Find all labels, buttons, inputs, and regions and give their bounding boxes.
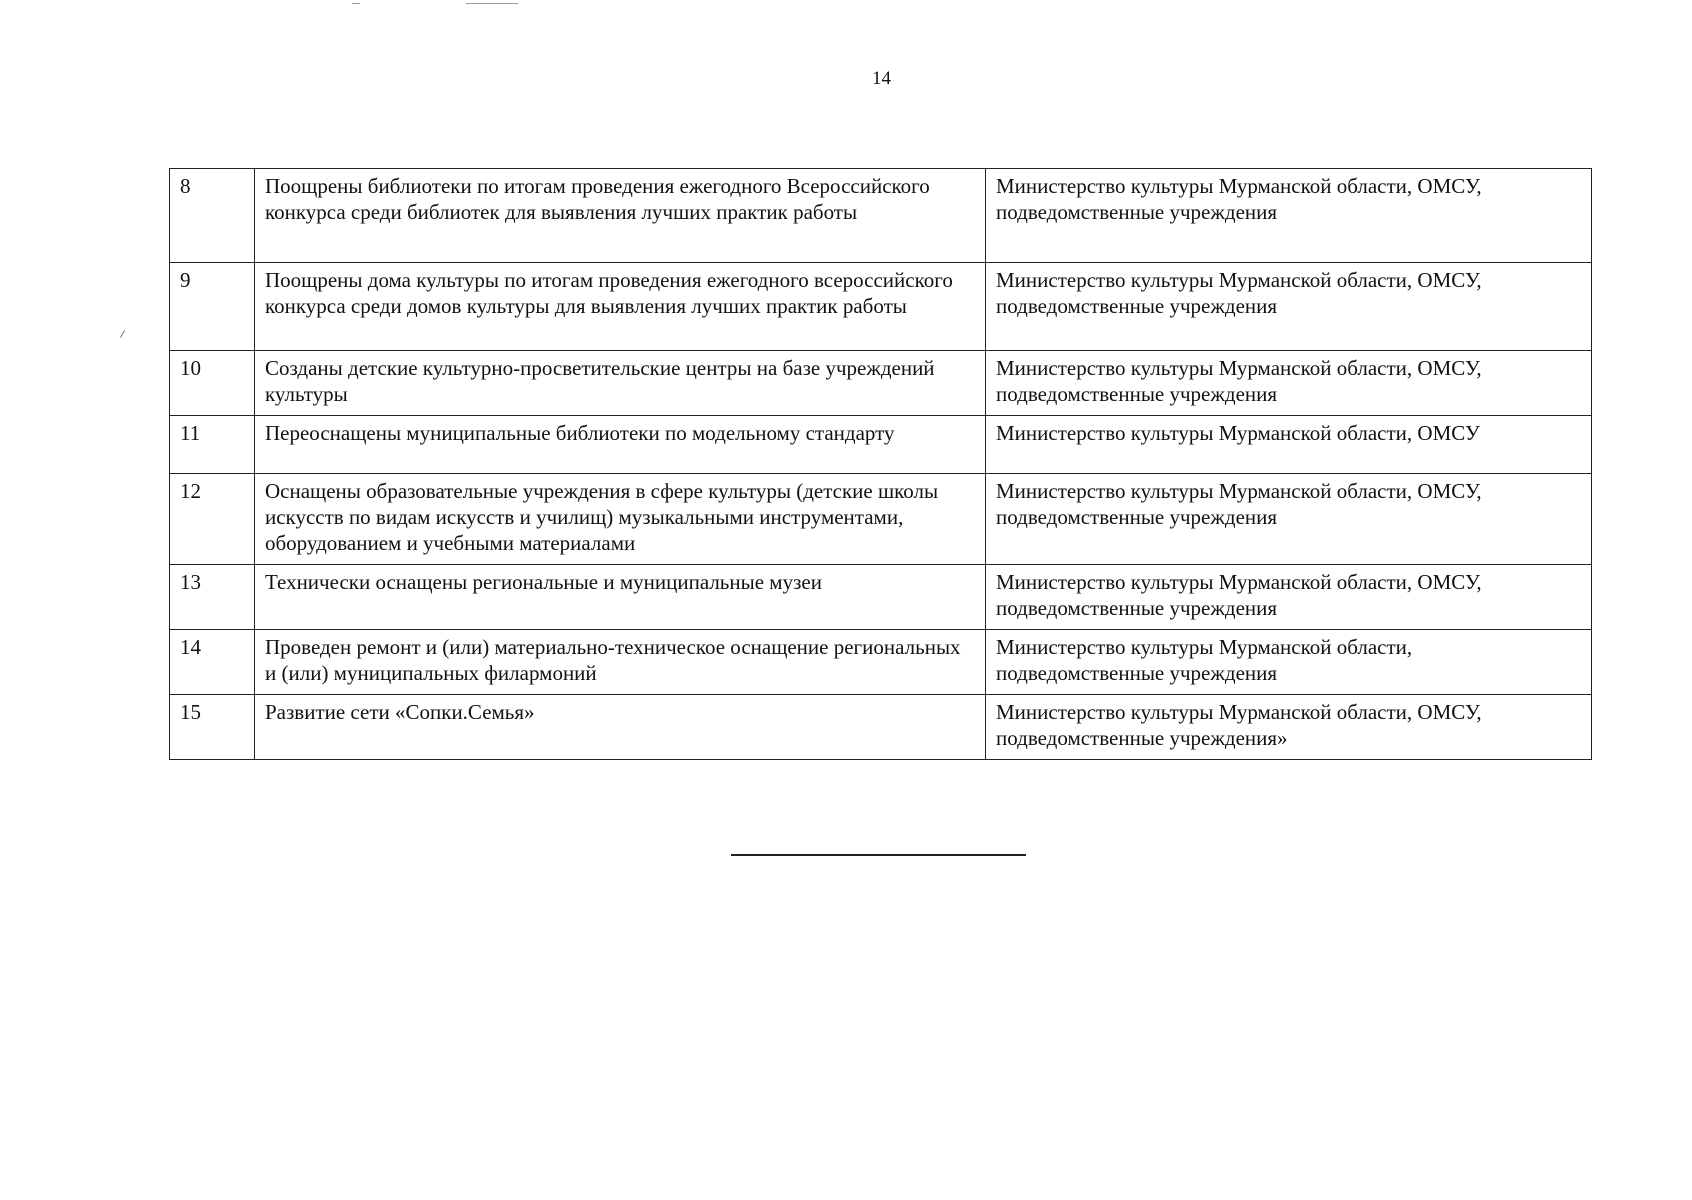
table-row [170,565,1592,630]
row-number: 11 [170,416,255,474]
row-description: Проведен ремонт и (или) материально-техническое оснащение региональных и (или) муниципальных филармоний [255,630,986,695]
row-responsible: Министерство культуры Мурманской области, ОМСУ, подведомственные учреждения [986,169,1592,263]
row-number: 10 [170,351,255,416]
row-number: 8 [170,169,255,263]
scan-artifact-dash [352,3,360,4]
end-of-document-rule [731,854,1026,856]
row-number: 14 [170,630,255,695]
row-description: Созданы детские культурно-просветительские центры на базе учреждений культуры [255,351,986,416]
row-responsible: Министерство культуры Мурманской области, ОМСУ, подведомственные учреждения [986,351,1592,416]
row-description: Оснащены образовательные учреждения в сфере культуры (детские школы искусств по видам искусств и училищ) музыкальными инструментами, оборудованием и учебными материалами [255,474,986,565]
row-responsible: Министерство культуры Мурманской области, ОМСУ, подведомственные учреждения [986,263,1592,351]
scan-artifact-line [466,3,518,4]
row-description: Поощрены библиотеки по итогам проведения ежегодного Всероссийского конкурса среди библиотек для выявления лучших практик работы [255,169,986,263]
row-number: 12 [170,474,255,565]
table-row [170,416,1592,474]
page-number: 14 [872,68,891,89]
row-number: 15 [170,695,255,760]
row-number: 9 [170,263,255,351]
row-responsible: Министерство культуры Мурманской области, подведомственные учреждения [986,630,1592,695]
row-responsible: Министерство культуры Мурманской области, ОМСУ, подведомственные учреждения [986,474,1592,565]
table-row [170,169,1592,263]
table-row [170,695,1592,760]
row-responsible: Министерство культуры Мурманской области, ОМСУ, подведомственные учреждения [986,565,1592,630]
row-responsible: Министерство культуры Мурманской области, ОМСУ, подведомственные учреждения» [986,695,1592,760]
row-responsible: Министерство культуры Мурманской области, ОМСУ [986,416,1592,474]
table-row [170,263,1592,351]
table-row [170,351,1592,416]
row-description: Поощрены дома культуры по итогам проведения ежегодного всероссийского конкурса среди домов культуры для выявления лучших практик работы [255,263,986,351]
table-row [170,630,1592,695]
row-description: Технически оснащены региональные и муниципальные музеи [255,565,986,630]
row-description: Переоснащены муниципальные библиотеки по модельному стандарту [255,416,986,474]
scan-artifact-tick [120,330,125,337]
row-number: 13 [170,565,255,630]
measures-table [169,168,1592,760]
row-description: Развитие сети «Сопки.Семья» [255,695,986,760]
table-row [170,474,1592,565]
